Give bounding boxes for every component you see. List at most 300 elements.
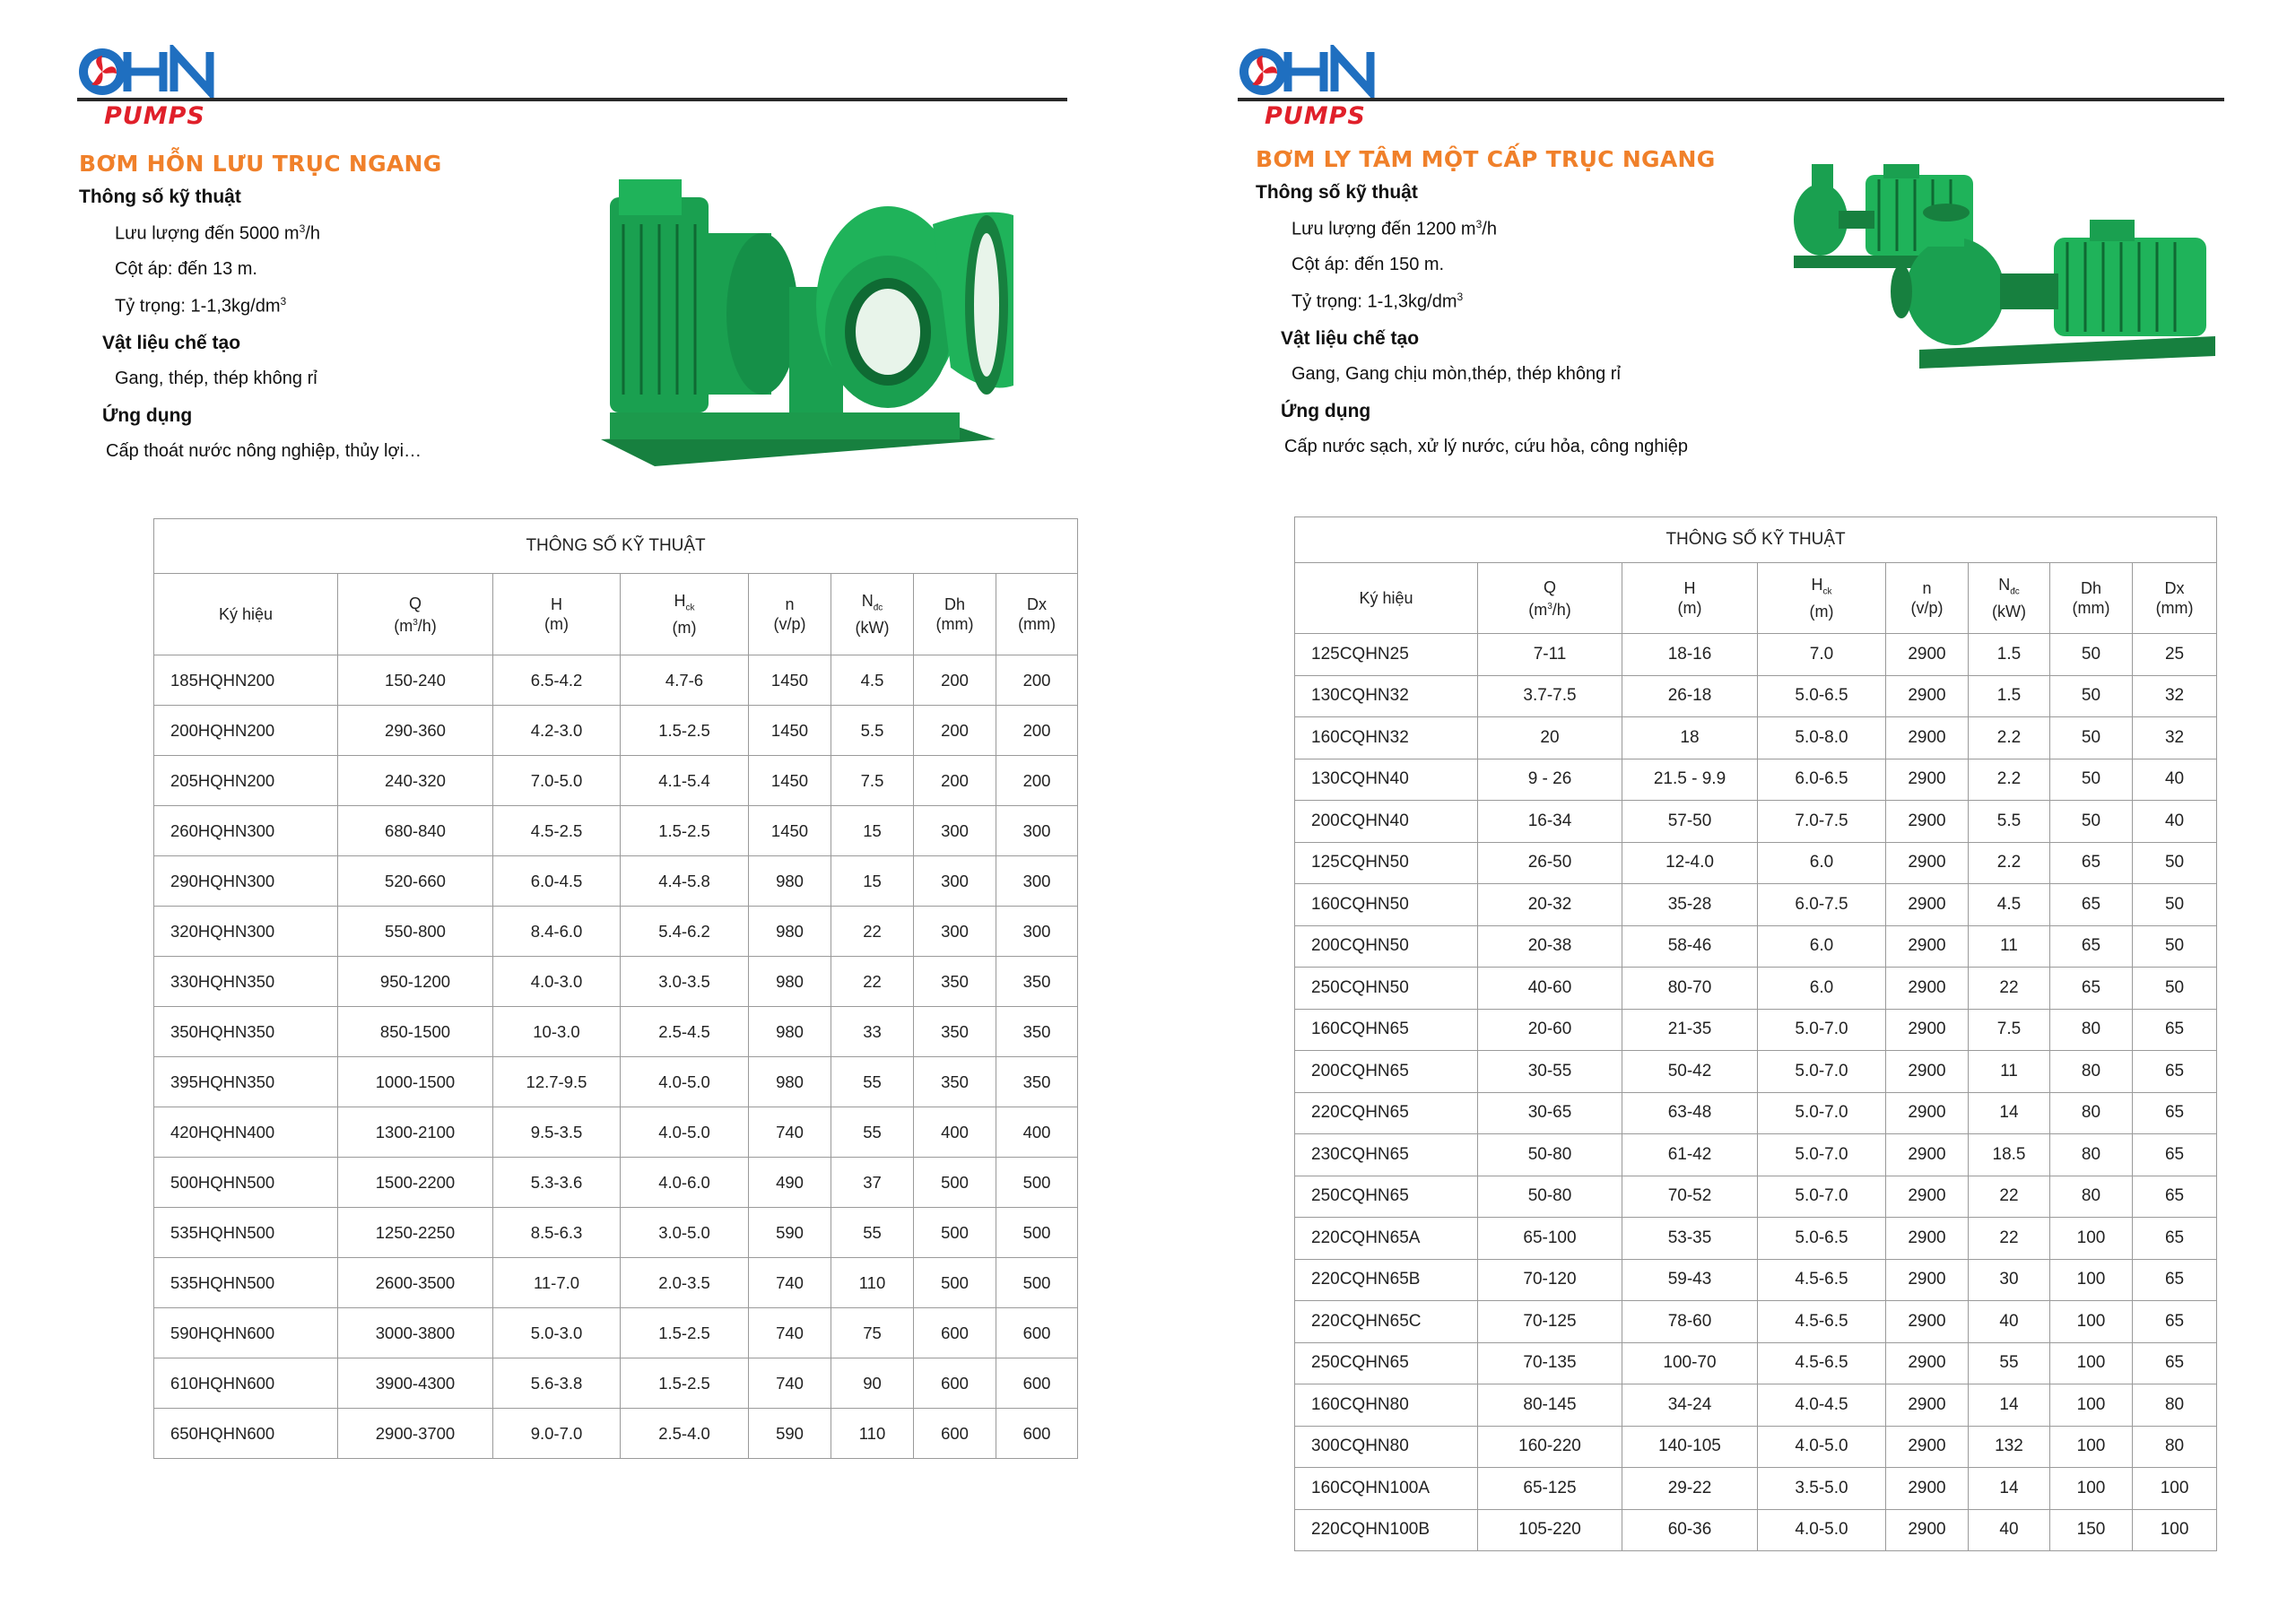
table-cell: 55 xyxy=(1969,1342,2050,1384)
model-code-cell: 125CQHN25 xyxy=(1295,634,1478,676)
table-cell: 200 xyxy=(996,756,1078,806)
table-caption: THÔNG SỐ KỸ THUẬT xyxy=(154,519,1078,574)
table-cell: 20 xyxy=(1478,717,1622,759)
table-row xyxy=(1295,1342,2217,1384)
table-row xyxy=(1295,801,2217,843)
table-cell: 400 xyxy=(996,1107,1078,1158)
table-cell: 350 xyxy=(914,1057,996,1107)
table-cell: 5.3-3.6 xyxy=(493,1158,621,1208)
table-cell: 53-35 xyxy=(1622,1218,1758,1260)
table-cell: 65 xyxy=(2133,1259,2217,1301)
table-cell: 50 xyxy=(2050,634,2133,676)
brand-logo xyxy=(77,45,221,135)
table-cell: 2900 xyxy=(1886,1384,1969,1427)
table-cell: 57-50 xyxy=(1622,801,1758,843)
table-cell: 78-60 xyxy=(1622,1301,1758,1343)
table-cell: 5.0-7.0 xyxy=(1758,1176,1886,1218)
model-code-cell: 290HQHN300 xyxy=(154,856,338,907)
table-cell: 4.4-5.8 xyxy=(621,856,749,907)
table-cell: 65 xyxy=(2133,1009,2217,1051)
col-q: Q $(m^3/h)$ xyxy=(338,574,493,655)
table-cell: 2900 xyxy=(1886,675,1969,717)
table-cell: 9.5-3.5 xyxy=(493,1107,621,1158)
table-row xyxy=(1295,1468,2217,1510)
header-rule xyxy=(77,98,1067,101)
table-cell: 500 xyxy=(914,1158,996,1208)
table-cell: 350 xyxy=(996,1057,1078,1107)
table-cell: 2900 xyxy=(1886,1342,1969,1384)
table-cell: 2900 xyxy=(1886,1176,1969,1218)
table-cell: 6.0 xyxy=(1758,842,1886,884)
table-cell: 1.5 xyxy=(1969,634,2050,676)
model-code-cell: 200HQHN200 xyxy=(154,706,338,756)
table-cell: 55 xyxy=(831,1208,914,1258)
right-spec-table xyxy=(1294,516,2217,1551)
table-cell: 100 xyxy=(2050,1218,2133,1260)
table-cell: 6.0-7.5 xyxy=(1758,884,1886,926)
right-page xyxy=(1148,0,2296,1623)
table-cell: 400 xyxy=(914,1107,996,1158)
material-text: Gang, Gang chịu mòn,thép, thép không rỉ xyxy=(1292,364,1621,384)
table-cell: 4.0-5.0 xyxy=(621,1107,749,1158)
table-cell: 132 xyxy=(1969,1426,2050,1468)
table-cell: 150 xyxy=(2050,1509,2133,1551)
table-row xyxy=(154,1409,1078,1459)
table-cell: 6.0-6.5 xyxy=(1758,759,1886,801)
table-cell: 590 xyxy=(749,1409,831,1459)
model-code-cell: 160CQHN65 xyxy=(1295,1009,1478,1051)
table-cell: 1250-2250 xyxy=(338,1208,493,1258)
table-cell: 2.5-4.5 xyxy=(621,1007,749,1057)
table-cell: 50 xyxy=(2133,968,2217,1010)
pump-logo-icon xyxy=(1238,45,1381,99)
table-cell: 22 xyxy=(831,957,914,1007)
table-cell: 290-360 xyxy=(338,706,493,756)
model-code-cell: 230CQHN65 xyxy=(1295,1134,1478,1176)
table-cell: 4.0-5.0 xyxy=(1758,1426,1886,1468)
table-cell: 3000-3800 xyxy=(338,1308,493,1358)
table-cell: 9 - 26 xyxy=(1478,759,1622,801)
page-title: BƠM LY TÂM MỘT CẤP TRỤC NGANG xyxy=(1256,146,1716,172)
table-cell: 740 xyxy=(749,1358,831,1409)
table-row xyxy=(1295,759,2217,801)
col-dx: Dx (mm) xyxy=(2133,563,2217,634)
table-cell: 16-34 xyxy=(1478,801,1622,843)
table-cell: 60-36 xyxy=(1622,1509,1758,1551)
table-cell: 22 xyxy=(1969,1218,2050,1260)
table-cell: 110 xyxy=(831,1409,914,1459)
table-row xyxy=(1295,1509,2217,1551)
table-cell: 850-1500 xyxy=(338,1007,493,1057)
table-row xyxy=(154,756,1078,806)
table-cell: 500 xyxy=(996,1258,1078,1308)
table-cell: 5.0-8.0 xyxy=(1758,717,1886,759)
table-cell: 5.0-7.0 xyxy=(1758,1092,1886,1134)
table-cell: 26-50 xyxy=(1478,842,1622,884)
table-cell: 300 xyxy=(996,856,1078,907)
table-cell: 5.0-6.5 xyxy=(1758,1218,1886,1260)
table-cell: 70-120 xyxy=(1478,1259,1622,1301)
table-cell: 14 xyxy=(1969,1384,2050,1427)
model-code-cell: 220CQHN65 xyxy=(1295,1092,1478,1134)
table-cell: 40 xyxy=(1969,1509,2050,1551)
table-row xyxy=(1295,925,2217,968)
table-cell: 200 xyxy=(996,655,1078,706)
table-row xyxy=(154,806,1078,856)
col-h: H (m) xyxy=(1622,563,1758,634)
table-cell: 500 xyxy=(914,1208,996,1258)
table-cell: 29-22 xyxy=(1622,1468,1758,1510)
table-cell: 4.0-4.5 xyxy=(1758,1384,1886,1427)
table-cell: 1.5-2.5 xyxy=(621,1358,749,1409)
table-cell: 4.5-6.5 xyxy=(1758,1342,1886,1384)
table-cell: 3900-4300 xyxy=(338,1358,493,1409)
table-cell: 80 xyxy=(2050,1134,2133,1176)
table-cell: 680-840 xyxy=(338,806,493,856)
table-cell: 520-660 xyxy=(338,856,493,907)
page-title: BƠM HỖN LƯU TRỤC NGANG xyxy=(79,151,442,177)
material-heading: Vật liệu chế tạo xyxy=(1281,328,1420,349)
col-ndc: $N_{đc}$ (kW) xyxy=(1969,563,2050,634)
table-cell: 2900-3700 xyxy=(338,1409,493,1459)
table-cell: 2.5-4.0 xyxy=(621,1409,749,1459)
table-cell: 2900 xyxy=(1886,884,1969,926)
table-cell: 2.0-3.5 xyxy=(621,1258,749,1308)
table-cell: 100 xyxy=(2050,1342,2133,1384)
table-row xyxy=(154,655,1078,706)
table-cell: 1300-2100 xyxy=(338,1107,493,1158)
table-row xyxy=(154,907,1078,957)
model-code-cell: 200CQHN65 xyxy=(1295,1051,1478,1093)
table-cell: 350 xyxy=(914,1007,996,1057)
table-cell: 15 xyxy=(831,806,914,856)
table-row xyxy=(1295,842,2217,884)
table-cell: 50 xyxy=(2133,925,2217,968)
table-cell: 20-38 xyxy=(1478,925,1622,968)
table-cell: 4.2-3.0 xyxy=(493,706,621,756)
table-row xyxy=(1295,1051,2217,1093)
col-ndc: $N_{đc}$ (kW) xyxy=(831,574,914,655)
head-spec: Cột áp: đến 150 m. xyxy=(1292,255,1445,274)
table-cell: 7-11 xyxy=(1478,634,1622,676)
table-cell: 740 xyxy=(749,1258,831,1308)
table-cell: 80 xyxy=(2050,1176,2133,1218)
table-cell: 100 xyxy=(2133,1509,2217,1551)
table-cell: 59-43 xyxy=(1622,1259,1758,1301)
table-cell: 70-52 xyxy=(1622,1176,1758,1218)
brand-sub: PUMPS xyxy=(1265,102,1366,130)
table-cell: 1.5-2.5 xyxy=(621,806,749,856)
table-cell: 740 xyxy=(749,1107,831,1158)
table-row xyxy=(154,1107,1078,1158)
table-cell: 40 xyxy=(2133,801,2217,843)
table-cell: 65 xyxy=(2133,1218,2217,1260)
table-cell: 500 xyxy=(996,1158,1078,1208)
table-row xyxy=(1295,1301,2217,1343)
table-cell: 90 xyxy=(831,1358,914,1409)
table-cell: 1450 xyxy=(749,806,831,856)
table-row xyxy=(1295,634,2217,676)
table-cell: 150-240 xyxy=(338,655,493,706)
table-cell: 65 xyxy=(2133,1342,2217,1384)
table-cell: 11 xyxy=(1969,1051,2050,1093)
table-cell: 14 xyxy=(1969,1092,2050,1134)
table-cell: 4.5-6.5 xyxy=(1758,1259,1886,1301)
table-cell: 7.5 xyxy=(831,756,914,806)
centrifugal-pump-image xyxy=(1794,157,2224,372)
table-cell: 80 xyxy=(2050,1092,2133,1134)
table-cell: 1450 xyxy=(749,706,831,756)
table-cell: 63-48 xyxy=(1622,1092,1758,1134)
model-code-cell: 220CQHN65B xyxy=(1295,1259,1478,1301)
table-cell: 3.0-5.0 xyxy=(621,1208,749,1258)
table-row xyxy=(1295,1176,2217,1218)
table-row xyxy=(154,1358,1078,1409)
table-row xyxy=(154,1057,1078,1107)
model-code-cell: 185HQHN200 xyxy=(154,655,338,706)
table-cell: 490 xyxy=(749,1158,831,1208)
table-cell: 32 xyxy=(2133,675,2217,717)
table-cell: 11-7.0 xyxy=(493,1258,621,1308)
table-cell: 4.5 xyxy=(1969,884,2050,926)
table-cell: 200 xyxy=(996,706,1078,756)
model-code-cell: 130CQHN40 xyxy=(1295,759,1478,801)
table-cell: 600 xyxy=(996,1308,1078,1358)
table-cell: 7.5 xyxy=(1969,1009,2050,1051)
table-cell: 21.5 - 9.9 xyxy=(1622,759,1758,801)
table-cell: 350 xyxy=(996,957,1078,1007)
table-cell: 110 xyxy=(831,1258,914,1308)
model-code-cell: 590HQHN600 xyxy=(154,1308,338,1358)
table-cell: 7.0-5.0 xyxy=(493,756,621,806)
table-cell: 240-320 xyxy=(338,756,493,806)
model-code-cell: 200CQHN50 xyxy=(1295,925,1478,968)
brand-sub: PUMPS xyxy=(104,102,205,130)
table-cell: 65 xyxy=(2050,842,2133,884)
flow-spec: Lưu lượng đến 5000 $m^3/h$ xyxy=(115,222,320,244)
usage-heading: Ứng dụng xyxy=(1281,401,1371,421)
table-cell: 2900 xyxy=(1886,842,1969,884)
table-cell: 1500-2200 xyxy=(338,1158,493,1208)
table-cell: 100 xyxy=(2050,1468,2133,1510)
model-code-cell: 350HQHN350 xyxy=(154,1007,338,1057)
table-cell: 65-125 xyxy=(1478,1468,1622,1510)
table-cell: 11 xyxy=(1969,925,2050,968)
table-cell: 100 xyxy=(2050,1259,2133,1301)
table-cell: 22 xyxy=(1969,968,2050,1010)
table-cell: 950-1200 xyxy=(338,957,493,1007)
col-h: H (m) xyxy=(493,574,621,655)
table-cell: 5.0-7.0 xyxy=(1758,1009,1886,1051)
table-cell: 30 xyxy=(1969,1259,2050,1301)
table-cell: 1450 xyxy=(749,756,831,806)
model-code-cell: 160CQHN32 xyxy=(1295,717,1478,759)
table-cell: 80 xyxy=(2050,1051,2133,1093)
table-cell: 590 xyxy=(749,1208,831,1258)
table-row xyxy=(1295,1218,2217,1260)
model-code-cell: 650HQHN600 xyxy=(154,1409,338,1459)
table-cell: 4.0-6.0 xyxy=(621,1158,749,1208)
table-cell: 3.5-5.0 xyxy=(1758,1468,1886,1510)
density-spec: Tỷ trọng: $1-1,3kg/dm^3$ xyxy=(1292,291,1464,312)
table-cell: 2900 xyxy=(1886,1468,1969,1510)
table-cell: 55 xyxy=(831,1107,914,1158)
model-code-cell: 420HQHN400 xyxy=(154,1107,338,1158)
table-cell: 40 xyxy=(1969,1301,2050,1343)
table-cell: 70-135 xyxy=(1478,1342,1622,1384)
table-cell: 65 xyxy=(2133,1092,2217,1134)
left-spec-table xyxy=(153,518,1078,1459)
table-cell: 14 xyxy=(1969,1468,2050,1510)
table-cell: 50-80 xyxy=(1478,1176,1622,1218)
table-cell: 980 xyxy=(749,957,831,1007)
table-cell: 5.0-7.0 xyxy=(1758,1051,1886,1093)
table-row xyxy=(1295,1134,2217,1176)
table-cell: 30-55 xyxy=(1478,1051,1622,1093)
table-row xyxy=(1295,1009,2217,1051)
table-cell: 61-42 xyxy=(1622,1134,1758,1176)
model-code-cell: 220CQHN100B xyxy=(1295,1509,1478,1551)
table-cell: 50 xyxy=(2133,884,2217,926)
table-cell: 2.2 xyxy=(1969,842,2050,884)
col-q: Q $(m^3/h)$ xyxy=(1478,563,1622,634)
table-cell: 50 xyxy=(2050,801,2133,843)
table-row xyxy=(154,1007,1078,1057)
table-cell: 8.5-6.3 xyxy=(493,1208,621,1258)
header-rule xyxy=(1238,98,2224,101)
table-cell: 65 xyxy=(2133,1134,2217,1176)
spec-heading: Thông số kỹ thuật xyxy=(1256,182,1418,203)
table-cell: 50 xyxy=(2050,675,2133,717)
table-row xyxy=(1295,717,2217,759)
table-cell: 100 xyxy=(2050,1384,2133,1427)
table-row xyxy=(154,706,1078,756)
table-cell: 2900 xyxy=(1886,1301,1969,1343)
table-cell: 65 xyxy=(2050,968,2133,1010)
table-cell: 30-65 xyxy=(1478,1092,1622,1134)
model-code-cell: 220CQHN65C xyxy=(1295,1301,1478,1343)
table-cell: 33 xyxy=(831,1007,914,1057)
table-cell: 4.5-6.5 xyxy=(1758,1301,1886,1343)
table-row xyxy=(154,1258,1078,1308)
table-cell: 4.1-5.4 xyxy=(621,756,749,806)
col-n: n (v/p) xyxy=(1886,563,1969,634)
table-cell: 100 xyxy=(2050,1301,2133,1343)
table-cell: 4.0-5.0 xyxy=(621,1057,749,1107)
table-cell: 1450 xyxy=(749,655,831,706)
table-cell: 37 xyxy=(831,1158,914,1208)
table-cell: 21-35 xyxy=(1622,1009,1758,1051)
table-row xyxy=(1295,968,2217,1010)
table-cell: 50 xyxy=(2050,759,2133,801)
model-code-cell: 535HQHN500 xyxy=(154,1258,338,1308)
table-cell: 500 xyxy=(996,1208,1078,1258)
table-cell: 2900 xyxy=(1886,1218,1969,1260)
model-code-cell: 125CQHN50 xyxy=(1295,842,1478,884)
table-cell: 32 xyxy=(2133,717,2217,759)
model-code-cell: 130CQHN32 xyxy=(1295,675,1478,717)
table-cell: 600 xyxy=(914,1409,996,1459)
table-cell: 50-80 xyxy=(1478,1134,1622,1176)
col-hck: $H_{ck}$ (m) xyxy=(1758,563,1886,634)
table-cell: 7.0 xyxy=(1758,634,1886,676)
model-code-cell: 320HQHN300 xyxy=(154,907,338,957)
mixed-flow-pump-image xyxy=(592,170,1022,475)
table-cell: 50 xyxy=(2133,842,2217,884)
table-cell: 5.0-7.0 xyxy=(1758,1134,1886,1176)
material-text: Gang, thép, thép không rỉ xyxy=(115,369,317,388)
table-row xyxy=(1295,1259,2217,1301)
table-cell: 5.5 xyxy=(1969,801,2050,843)
table-row xyxy=(1295,1384,2217,1427)
table-caption: THÔNG SỐ KỸ THUẬT xyxy=(1295,517,2217,563)
table-cell: 65 xyxy=(2133,1176,2217,1218)
table-cell: 70-125 xyxy=(1478,1301,1622,1343)
table-cell: 65 xyxy=(2133,1051,2217,1093)
table-cell: 6.0 xyxy=(1758,968,1886,1010)
table-cell: 4.5-2.5 xyxy=(493,806,621,856)
table-cell: 350 xyxy=(996,1007,1078,1057)
table-cell: 65 xyxy=(2133,1301,2217,1343)
table-cell: 105-220 xyxy=(1478,1509,1622,1551)
model-code-cell: 535HQHN500 xyxy=(154,1208,338,1258)
table-cell: 1.5 xyxy=(1969,675,2050,717)
table-cell: 980 xyxy=(749,856,831,907)
spec-heading: Thông số kỹ thuật xyxy=(79,187,241,207)
table-cell: 4.0-5.0 xyxy=(1758,1509,1886,1551)
model-code-cell: 500HQHN500 xyxy=(154,1158,338,1208)
table-cell: 35-28 xyxy=(1622,884,1758,926)
table-cell: 80 xyxy=(2050,1009,2133,1051)
table-cell: 2900 xyxy=(1886,634,1969,676)
col-dx: Dx (mm) xyxy=(996,574,1078,655)
table-row xyxy=(1295,1092,2217,1134)
table-cell: 40 xyxy=(2133,759,2217,801)
table-cell: 1.5-2.5 xyxy=(621,706,749,756)
model-code-cell: 395HQHN350 xyxy=(154,1057,338,1107)
table-cell: 5.0-3.0 xyxy=(493,1308,621,1358)
table-cell: 18-16 xyxy=(1622,634,1758,676)
table-cell: 5.5 xyxy=(831,706,914,756)
table-cell: 5.6-3.8 xyxy=(493,1358,621,1409)
model-code-cell: 260HQHN300 xyxy=(154,806,338,856)
usage-heading: Ứng dụng xyxy=(102,405,193,426)
table-cell: 2900 xyxy=(1886,1051,1969,1093)
table-row xyxy=(1295,884,2217,926)
table-cell: 2900 xyxy=(1886,1426,1969,1468)
brand-logo xyxy=(1238,45,1381,135)
table-cell: 1000-1500 xyxy=(338,1057,493,1107)
table-cell: 2.2 xyxy=(1969,717,2050,759)
table-cell: 2900 xyxy=(1886,1009,1969,1051)
table-cell: 58-46 xyxy=(1622,925,1758,968)
table-cell: 6.0-4.5 xyxy=(493,856,621,907)
table-cell: 55 xyxy=(831,1057,914,1107)
table-cell: 65-100 xyxy=(1478,1218,1622,1260)
table-cell: 8.4-6.0 xyxy=(493,907,621,957)
table-cell: 980 xyxy=(749,1057,831,1107)
flow-spec: Lưu lượng đến 1200 $m^3/h$ xyxy=(1292,218,1497,239)
model-code-cell: 200CQHN40 xyxy=(1295,801,1478,843)
model-code-cell: 250CQHN65 xyxy=(1295,1342,1478,1384)
table-cell: 2900 xyxy=(1886,925,1969,968)
table-cell: 34-24 xyxy=(1622,1384,1758,1427)
table-cell: 12.7-9.5 xyxy=(493,1057,621,1107)
table-cell: 4.5 xyxy=(831,655,914,706)
table-cell: 600 xyxy=(914,1308,996,1358)
table-cell: 600 xyxy=(996,1409,1078,1459)
table-cell: 6.0 xyxy=(1758,925,1886,968)
